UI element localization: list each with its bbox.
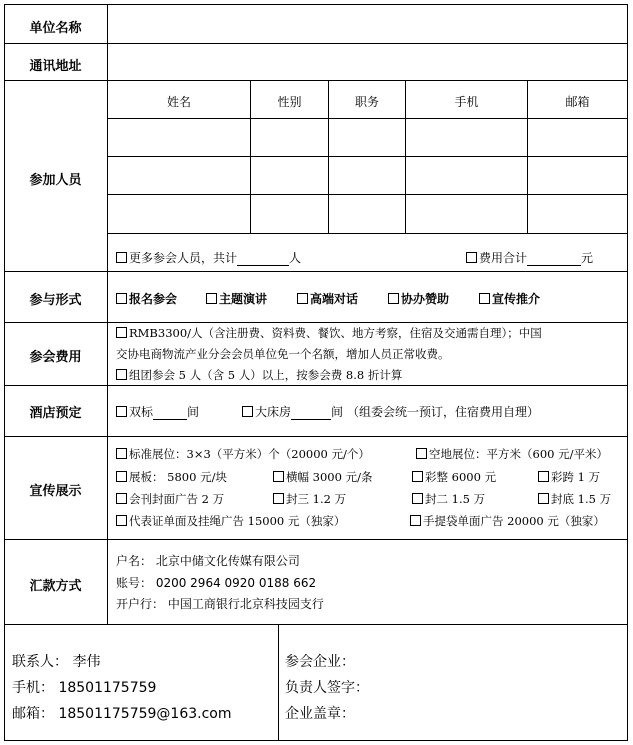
promo-back-cover [538, 491, 611, 507]
promo-rep-card [116, 513, 345, 529]
label-payment: 汇款方式 [29, 579, 82, 594]
promo-banner [273, 469, 372, 485]
frame-right [627, 4, 628, 741]
hotel-king-unit: 间 [331, 405, 344, 419]
promo-cover3 [273, 491, 346, 507]
header-position: 职务 [354, 95, 379, 109]
header-mobile: 手机 [454, 95, 479, 109]
checkbox[interactable] [116, 252, 127, 263]
label-hotel: 酒店预定 [29, 406, 82, 421]
checkbox[interactable] [116, 293, 127, 304]
footer-divider [278, 624, 279, 741]
checkbox[interactable] [116, 515, 127, 526]
form-option[interactable] [116, 290, 177, 307]
footer-company: 参会企业： [285, 654, 355, 670]
promo-standard-booth [116, 446, 370, 462]
more-attendees [116, 249, 301, 266]
attendee-count-blank[interactable] [237, 251, 289, 266]
promo-handbag-text: 手提袋单面广告 20000 元（独家） [423, 514, 605, 528]
fee-total-prefix: 费用合计 [479, 251, 528, 265]
footer-contact: 联系人： 李伟 [12, 654, 101, 670]
row-sep [4, 539, 628, 540]
checkbox[interactable] [416, 448, 427, 459]
grid-h [107, 118, 628, 119]
unit-name-field[interactable] [109, 6, 625, 42]
header-gender: 性别 [277, 95, 302, 109]
hotel-twin-label: 双标 [129, 405, 154, 419]
checkbox[interactable] [479, 293, 490, 304]
checkbox[interactable] [116, 406, 127, 417]
row-sep [4, 322, 628, 323]
form-option-label: 高端对话 [310, 292, 359, 306]
form-option[interactable] [388, 290, 449, 307]
checkbox[interactable] [116, 493, 127, 504]
label-form: 参与形式 [29, 293, 82, 308]
promo-color-arch-text: 彩整 6000 元 [425, 470, 497, 484]
footer-phone: 手机： 18501175759 [12, 680, 157, 696]
checkbox[interactable] [538, 493, 549, 504]
checkbox[interactable] [116, 327, 127, 338]
promo-back-cover-text: 封底 1.5 万 [551, 492, 612, 506]
payment-account-name: 户名： 北京中储文化传媒有限公司 [116, 554, 300, 568]
payment-bank: 开户行： 中国工商银行北京科技园支行 [116, 597, 324, 611]
form-option[interactable] [479, 290, 540, 307]
fee-line-1 [116, 325, 542, 341]
label-participants: 参加人员 [29, 173, 82, 188]
label-unit-name: 单位名称 [29, 21, 82, 36]
fee-total [466, 249, 593, 266]
twin-count-blank[interactable] [153, 405, 187, 420]
checkbox[interactable] [116, 369, 127, 380]
frame-left [4, 4, 5, 741]
form-option-label: 报名参会 [129, 292, 178, 306]
grid-h [107, 194, 628, 195]
checkbox[interactable] [297, 293, 308, 304]
more-attendees-prefix: 更多参会人员，共计 [129, 251, 238, 265]
checkbox[interactable] [412, 471, 423, 482]
address-field[interactable] [109, 45, 625, 79]
checkbox[interactable] [466, 252, 477, 263]
promo-handbag [410, 513, 605, 529]
header-name: 姓名 [166, 95, 191, 109]
checkbox[interactable] [388, 293, 399, 304]
hotel-note: （组委会统一预订，住宿费用自理） [347, 405, 540, 419]
hotel-twin [116, 403, 199, 420]
fee-line-3-text: 组团参会 5 人（含 5 人）以上，按参会费 8.8 折计算 [129, 368, 403, 382]
promo-color-arch [412, 469, 496, 485]
form-option-label: 主题演讲 [219, 292, 268, 306]
checkbox[interactable] [206, 293, 217, 304]
more-attendees-suffix: 人 [289, 251, 302, 265]
payment-account-number: 账号： 0200 2964 0920 0188 662 [116, 576, 317, 590]
promo-rep-card-text: 代表证单面及挂绳广告 15000 元（独家） [129, 514, 346, 528]
promo-color-cross-text: 彩跨 1 万 [551, 470, 601, 484]
promo-cover-ad-text: 会刊封面广告 2 万 [129, 492, 225, 506]
promo-banner-text: 横幅 3000 元/条 [286, 470, 373, 484]
row-sep [4, 385, 628, 386]
row-sep [4, 436, 628, 437]
promo-cover-ad [116, 491, 224, 507]
hotel-twin-unit: 间 [187, 405, 200, 419]
checkbox[interactable] [242, 406, 253, 417]
form-option[interactable] [297, 290, 358, 307]
hotel-king [242, 403, 539, 420]
fee-line-3 [116, 367, 402, 383]
form-option-label: 宣传推介 [492, 292, 541, 306]
row-sep [4, 624, 628, 625]
grid-h [107, 156, 628, 157]
label-fee: 参会费用 [29, 350, 82, 365]
row-sep [4, 80, 628, 81]
label-address: 通讯地址 [29, 59, 82, 74]
checkbox[interactable] [410, 515, 421, 526]
footer-email: 邮箱： 18501175759@163.com [12, 706, 232, 722]
promo-cover2-text: 封二 1.5 万 [425, 492, 486, 506]
promo-space-booth [416, 446, 608, 462]
checkbox[interactable] [538, 471, 549, 482]
fee-line-2: 交协电商物流产业分会会员单位免一个名额，增加人员正常收费。 [116, 347, 450, 361]
checkbox[interactable] [412, 493, 423, 504]
promo-space-booth-text: 空地展位：平方米（600 元/平米） [429, 447, 608, 461]
promo-display-board-text: 展板： 5800 元/块 [129, 470, 227, 484]
checkbox[interactable] [116, 448, 127, 459]
footer-signature: 负责人签字： [285, 680, 369, 696]
row-sep [4, 271, 628, 272]
checkbox[interactable] [116, 471, 127, 482]
label-promo: 宣传展示 [29, 484, 82, 499]
footer-seal: 企业盖章： [285, 706, 355, 722]
fee-line-1-text: RMB3300/人（含注册费、资料费、餐饮、地方考察，住宿及交通需自理）；中国 [129, 326, 542, 340]
promo-display-board [116, 469, 227, 485]
form-option-label: 协办赞助 [401, 292, 450, 306]
frame-bottom [4, 740, 628, 741]
grid-h [107, 233, 628, 234]
fee-total-blank[interactable] [527, 251, 581, 266]
promo-standard-booth-text: 标准展位：3×3（平方米）个（20000 元/个） [129, 447, 370, 461]
fee-total-suffix: 元 [581, 251, 594, 265]
king-count-blank[interactable] [291, 405, 331, 420]
promo-cover2 [412, 491, 485, 507]
hotel-king-label: 大床房 [255, 405, 292, 419]
promo-color-cross [538, 469, 600, 485]
frame-top [4, 4, 628, 5]
header-email: 邮箱 [565, 95, 590, 109]
checkbox[interactable] [273, 471, 284, 482]
promo-cover3-text: 封三 1.2 万 [286, 492, 347, 506]
row-sep [4, 43, 628, 44]
form-option[interactable] [206, 290, 267, 307]
checkbox[interactable] [273, 493, 284, 504]
